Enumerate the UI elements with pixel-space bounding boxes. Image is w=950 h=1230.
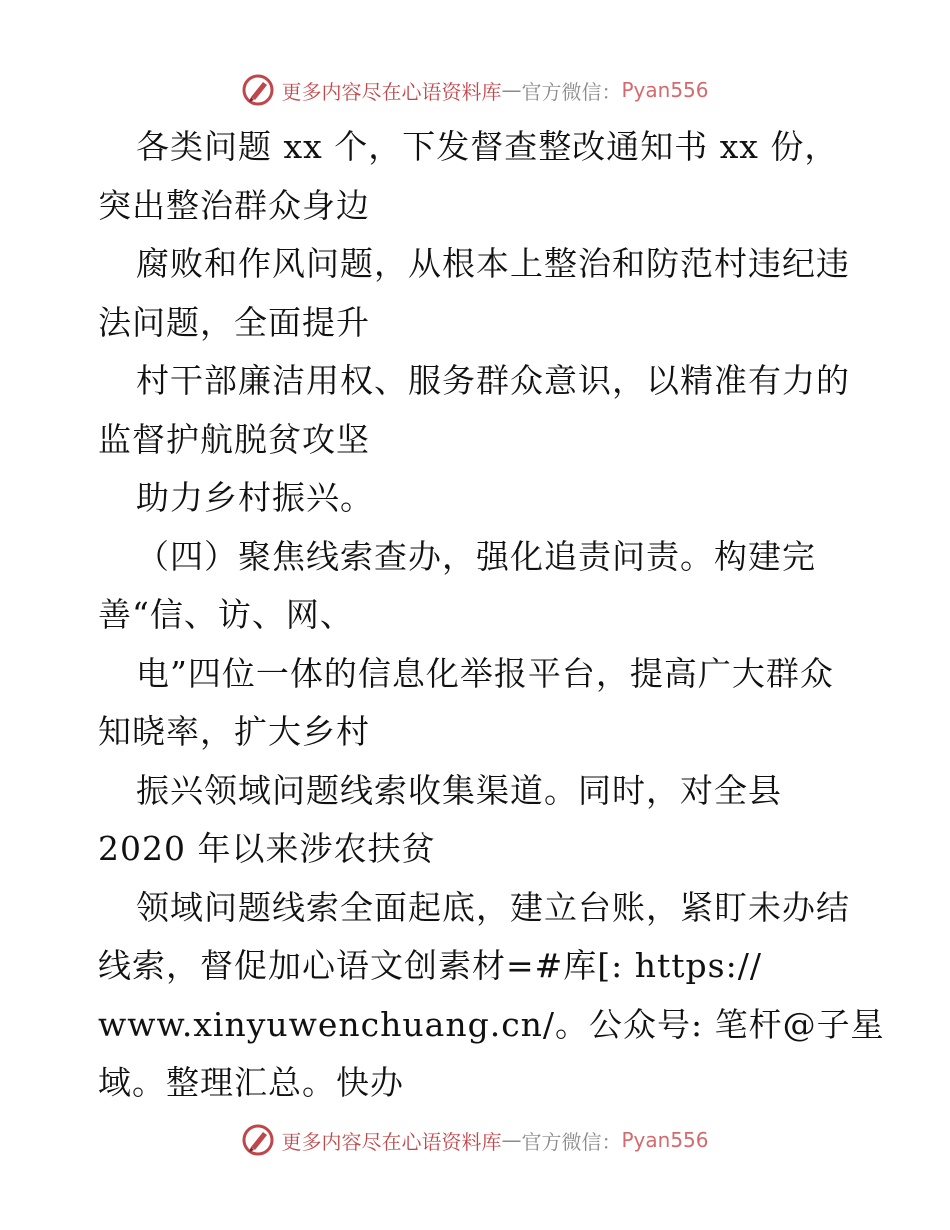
text-line: （四）聚焦线索查办，强化追责问责。构建完 (136, 536, 816, 576)
banner-wechat-id: Pyan556 (621, 78, 709, 102)
banner-wechat-id: Pyan556 (621, 1128, 709, 1152)
text-line: 2020 年以来涉农扶贫 (98, 829, 436, 868)
pen-quill-logo-icon (241, 73, 275, 107)
text-line: 知晓率，扩大乡村 (98, 712, 370, 751)
document-body (98, 118, 885, 1113)
text-line: www.xinyuwenchuang.cn/。公众号: 笔杆@子星 (98, 1004, 885, 1044)
banner-main-text: 更多内容尽在心语资料库 (281, 79, 502, 104)
pen-quill-logo-icon (241, 1123, 275, 1157)
text-line: 域。整理汇总。快办 (98, 1063, 404, 1102)
banner-dash: — (501, 78, 522, 102)
text-line: 各类问题 xx 个，下发督查整改通知书 xx 份， (136, 127, 839, 166)
text-line: 腐败和作风问题，从根本上整治和防范村违纪违 (136, 244, 850, 283)
text-line: 线索，督促加心语文创素材=#库[: https:// (98, 946, 762, 985)
text-line: 善“信、访、网、 (98, 595, 354, 634)
text-line: 监督护航脱贫攻坚 (98, 419, 370, 459)
header-banner (0, 70, 950, 110)
text-line: 助力乡村振兴。 (136, 478, 374, 517)
banner-wechat-label: 官方微信： (521, 79, 622, 104)
banner-main-text: 更多内容尽在心语资料库 (281, 1129, 502, 1154)
text-line: 领域问题线索全面起底，建立台账，紧盯未办结 (136, 887, 850, 927)
text-line: 村干部廉洁用权、服务群众意识，以精准有力的 (136, 361, 850, 400)
banner-wechat-label: 官方微信： (521, 1129, 622, 1154)
footer-banner (0, 1120, 950, 1160)
text-line: 电”四位一体的信息化举报平台，提高广大群众 (136, 653, 834, 693)
text-line: 法问题，全面提升 (98, 302, 370, 342)
text-line: 突出整治群众身边 (98, 185, 370, 225)
banner-dash: — (501, 1128, 522, 1152)
text-line: 振兴领域问题线索收集渠道。同时，对全县 (136, 770, 782, 810)
